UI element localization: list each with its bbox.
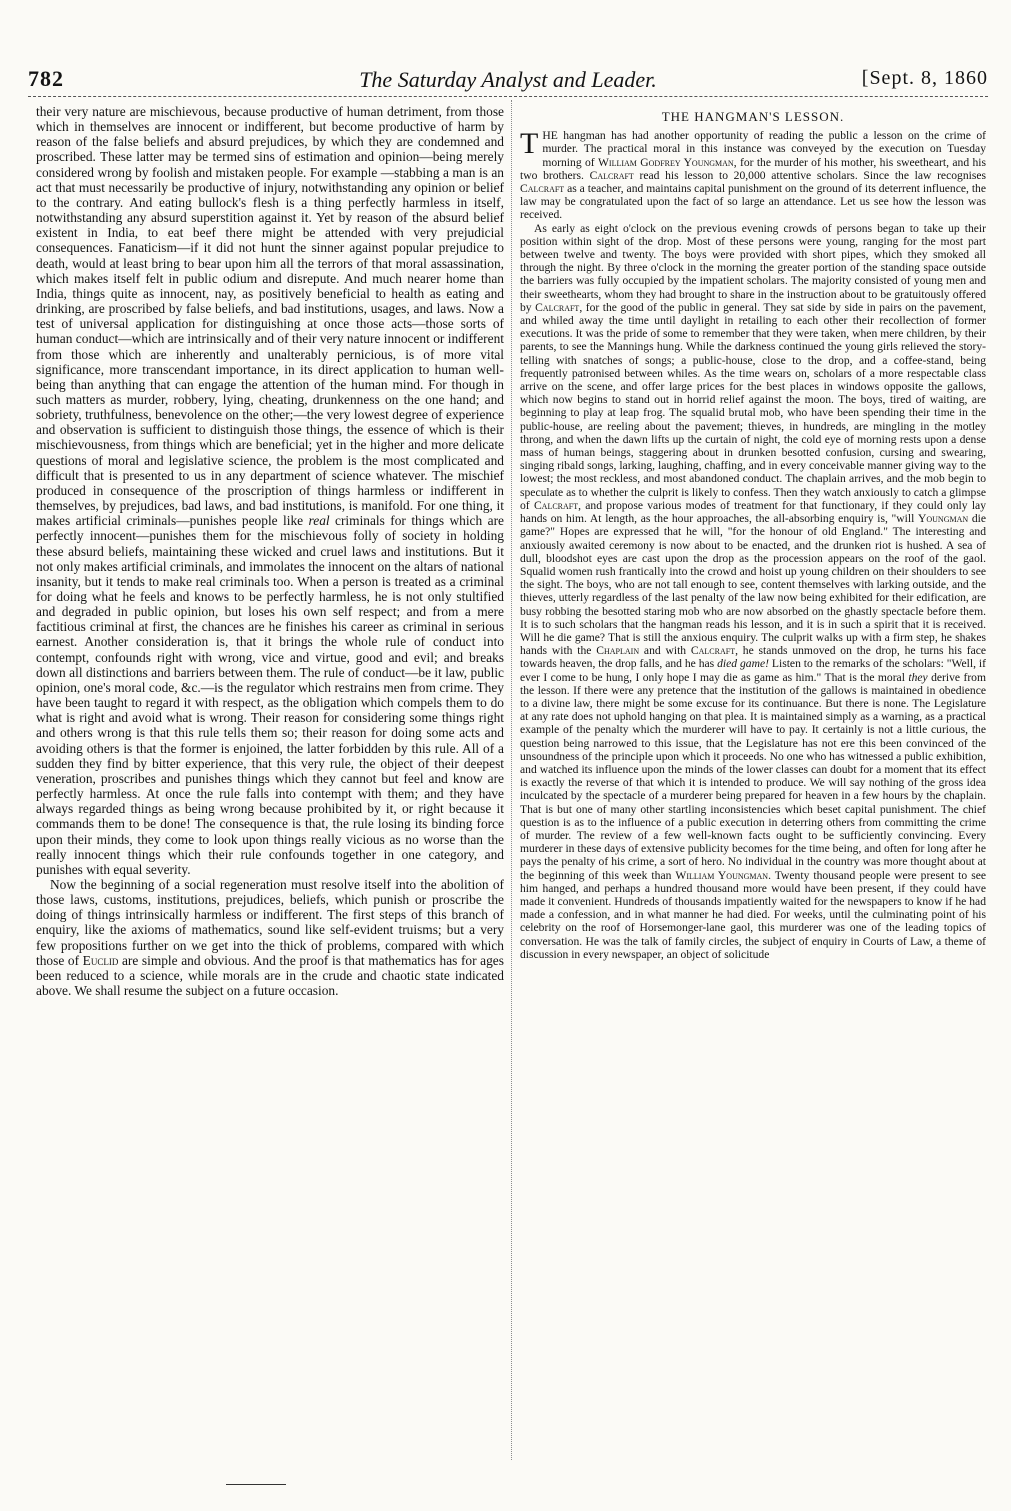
right-column: [520, 104, 986, 1464]
header-rule: [28, 96, 988, 97]
text-run: Now the beginning of a social regeneration must resolve itself into the abolition of those laws, customs, institutions, prejudices, beliefs, which punish or proscribe the doing of things intrinsically harmless or indifferent. The first steps of this branch of enquiry, like the axioms of mathematics, sound like self-evident truisms; but a very few propositions further on we get into the thick of problems, compared with which those of: [36, 876, 504, 968]
text-run: , and propose various modes of treatment for that functionary, if they could only lay hands on him. At length, as the hour approaches, the all-absorbing enquiry is, "will: [520, 498, 986, 526]
person-name: Calcraft: [690, 644, 736, 658]
text-run: their very nature are mischievous, because productive of human detriment, from those which in themselves are innocent or indifferent, but become productive of harm by reason of the false beliefs and absurd prejudices, by which they are condemned and proscribed. These latter may be termed sins of estimation and opinion—being merely considered wrong by foolish and mistaken people. For example —stabbing a man is an act that must necessarily be productive of injury, notwithstanding any opinion or belief to the contrary. And eating bullock's flesh is a thing perfectly harmless in itself, notwithstanding any absurd superstition against it. Yet by reason of the absurd belief existent in India, to eat beef there might be attended with very prejudicial consequences. Fanaticism—if it did not hunt the sinner against popular prejudice to death, would at least bring to bear upon him all the terrors of that moral assassination, which makes itself felt in public odium and disrepute. And much nearer home than India, things quite as innocent, nay, as positively beneficial to health as eating and drinking, are proscribed by false beliefs, and bad institutions, usages, and laws. Now a test of universal application for distinguishing at once those acts—those sorts of human conduct—which are intrinsically and of their very nature innocent or indifferent from those which are inherently and unalterably pernicious, is of more vital significance, more transcendant importance, in its direct application to human well-being than anything that can engage the attention of the human mind. For though in such matters as murder, robbery, lying, cheating, drunkenness on the one hand; and sobriety, truthfulness, benevolence on the other;—the very lowest degree of experience and observation is sufficient to distinguish those things, the essence of which is their mischievousness, from things which are beneficial; yet in the higher and more delicate questions of moral and legislative science, the problem is the most complicated and difficult that is presented to us in any department of science whatever. The mischief produced in consequence of the proscription of things harmless or indifferent in themselves, by prejudices, bad laws, and bad institutions, is manifold. For one thing, it makes artificial criminals—punishes people like: [36, 104, 504, 529]
left-paragraph-2: [36, 877, 504, 998]
text-run: criminals for things which are perfectly innocent—punishes them for the mischievous folly of society in holding these absurd beliefs, maintaining these wicked and cruel laws and institutions. But it not only makes artificial criminals, and immolates the innocent on the altars of national insanity, but it tends to make real criminals too. When a person is treated as a criminal for doing what he feels and knows to be perfectly harmless, he is not only stultified and degraded in public opinion, but loses his own self respect; and from a mere factitious criminal at first, the chances are he finishes his career as criminal in serious earnest. Another consideration is, that it brings the whole rule of conduct into contempt, confounds right with wrong, vice and virtue, good and evil; and breaks down all distinctions and barriers between them. The rule of conduct—be it law, public opinion, one's moral code, &c.—is the regulator which restrains men from crime. They have been taught to regard it with respect, as the obligation which compels them to do what is right and avoid what is wrong. Their reason for considering some things right and others wrong is that this rule tells them so; their reason for doing some acts and avoiding others is that the former is enjoined, the latter forbidden by this rule. All of a sudden they find by bitter experience, that this very rule, the object of their deepest veneration, proscribes and punishes things which they cannot but feel and know are perfectly harmless. At once the rule falls into contempt with them; and they have always regarded things as being wrong because prohibited by it, or right because it commands them to be done! The consequence is that, the rule losing its binding force upon their minds, they come to look upon things really vicious as no worse than the really innocent things which their rule confounds together in one category, and punishes with equal severity.: [36, 513, 504, 877]
text-run: Listen to the remarks of the scholars: "Well, if ever I come to be hung, I only hope I may die as game as him." That is the moral: [520, 657, 986, 684]
text-run: read his lesson to 20,000 attentive scholars. Since the law recognises: [639, 168, 986, 182]
left-paragraph-1: [36, 104, 504, 877]
italic-word: real: [308, 513, 330, 529]
page-header: [28, 66, 988, 96]
right-paragraph-1: [520, 129, 986, 221]
issue-date: [ Sept. 8, 1860: [862, 67, 988, 90]
text-run: . Twenty thousand people were present to see him hanged, and perhaps a hundred thousand more would have been present, if they could have made it convenient. Hundreds of thousands impatiently waited for the newspapers to know if he had made a confession, and in what manner he had died. For weeks, until the culminating point of his celebrity on the roof of Horsemonger-lane gaol, this murderer was one of the leading topics of conversation. He was the talk of family circles, the subject of enquiry in Courts of Law, a theme of discussion in every newspaper, an object of solicitude: [520, 868, 986, 961]
left-column: [36, 104, 504, 1464]
running-title: The Saturday Analyst and Leader.: [359, 67, 657, 92]
person-name: Youngman: [918, 512, 969, 526]
person-name: Calcraft: [520, 182, 565, 196]
italic-phrase: died game!: [717, 657, 769, 671]
article-title: THE HANGMAN'S LESSON.: [661, 109, 845, 124]
text-run: As early as eight o'clock on the previous evening crowds of persons began to take up their position within sight of the drop. Most of these persons were young, ranging for the most part between twelve and twenty. The boys were provided with short pipes, which they smoked all through the night. By three o'clock in the morning the greater portion of the standing space outside the barriers was fully occupied by the impatient scholars. The majority consisted of young men and their sweethearts, whom they had brought to share in the instruction about to be gratuitously offered by: [520, 221, 986, 314]
person-name: Calcraft: [535, 300, 580, 314]
text-run: die game?" Hopes are expressed that he will, "for the honour of old England." The interesting and anxiously awaited ceremony is now about to be enacted, and the drunken riot is hushed. A sea of dull, bloodshot eyes are cast upon the drop as the procession appears on the roof of the gaol. Squalid women rush frantically into the crowd and hoist up young children on their shoulders to see the sight. The boys, who are not tall enough to see, content themselves with larking outside, and the thieves, utterly regardless of the last penalty of the law now being exhibited for their edification, are busy robbing the besotted staring mob who are now absorbed on the ghastly spectacle before them. It is to such scholars that the hangman reads his lesson, and it is in such a spirit that it is received. Will he die game? That is still the anxious enquiry. The culprit walks up with a firm step, he shakes hands with the: [520, 512, 986, 658]
text-run: derive from the lesson. If there were any pretence that the institution of the gallows is maintained in obedience to a divine law, there might be some excuse for its continuance. But there is none. The Legislature at any rate does not uphold hanging on that plea. It is maintained simply as a warning, as a practical example of the penalty which the murderer will have to pay. It certainly is not a little curious, the question being narrowed to this issue, that the Legislature has not ere this been convinced of the unsoundness of the principle upon which it proceeds. No one who has witnessed a public exhibition, and watched its influence upon the minds of the lower classes can doubt for a moment that its effect is exactly the reverse of that which it is intended to produce. We will say nothing of the gross idea inculcated by the spectacle of a murderer being prepared for heaven in a few hours by the chaplain. That is but one of many other startling inconsistencies which beset capital punishment. The chief question is as to the influence of a public execution in deterring others from committing the crime of murder. The review of a few well-known facts ought to be sufficiently convincing. Every murderer in these days of extensive publicity becomes for the time being, and often for long after he pays the penalty of his crime, a sort of hero. No individual in the country was more thought about at the beginning of this week than: [520, 670, 986, 882]
text-run: are simple and obvious. And the proof is that mathematics has for ages been reduced to a science, while morals are in the crude and chaotic state indicated above. We shall resume the subject on a future occasion.: [36, 952, 504, 999]
drop-cap: T: [520, 127, 539, 161]
author-name: Euclid: [82, 952, 119, 968]
article-end-rule: [226, 1484, 286, 1485]
right-paragraph-2: [520, 222, 986, 961]
column-divider: [511, 100, 512, 1460]
person-name: Calcraft: [589, 168, 634, 182]
text-run: and with: [643, 644, 687, 658]
person-name: Chaplain: [596, 644, 640, 658]
text-run: as a teacher, and maintains capital punishment on the ground of its deterrent influence, the law may be congratulated upon the fact of so large an attendance. Let us see how the lesson was received.: [520, 182, 986, 222]
text-run: , he stands unmoved on the drop, he turns his face towards heaven, the drop falls, and he has: [520, 644, 986, 671]
page-number: 782: [28, 66, 64, 91]
italic-word: they: [908, 670, 928, 684]
text-run: , for the murder of his mother, his sweetheart, and his two brothers.: [520, 155, 986, 182]
person-name: William Godfrey Youngman: [597, 155, 734, 169]
person-name: Calcraft: [533, 498, 579, 512]
person-name: William Youngman: [675, 868, 769, 882]
text-run: HE hangman has had another opportunity of reading the public a lesson on the crime of murder. The practical moral in this instance was conveyed by the execution on Tuesday morning of: [542, 129, 986, 169]
text-run: , for the good of the public in general. They sat side by side in pairs on the pavement, and whiled away the time until daylight in retailing to each other their recollection of former executions. It was the pride of some to remember that they were taken, when mere children, by their parents, to see the Mannings hung. While the darkness continued the young girls relieved the story-telling with snatches of songs; a public-house, close to the drop, and a coffee-stand, being frequently patronised between whiles. As the time wears on, scholars of a more respectable class arrive on the scene, and offer large prices for the best places in windows opposite the gallows, which now begins to stand out in horrid relief against the moon. The boys, tired of waiting, are beginning to play at leap frog. The squalid brutal mob, who have been spending their time in the public-house, are reeling about the pavement; thieves, in hundreds, are mingling in the motley throng, and when the dawn lifts up the curtain of night, the cold eye of morning rests upon a dense mass of human beings, staggering about in drunken besotted confusion, cursing and swearing, singing ribald songs, larking, laughing, chaffing, and in every conceivable manner giving way to the lowest; the most reckless, and most abandoned conduct. The chaplain arrives, and the mob begin to speculate as to whether the culprit is likely to confess. Then they watch anxiously to catch a glimpse of: [520, 300, 986, 512]
